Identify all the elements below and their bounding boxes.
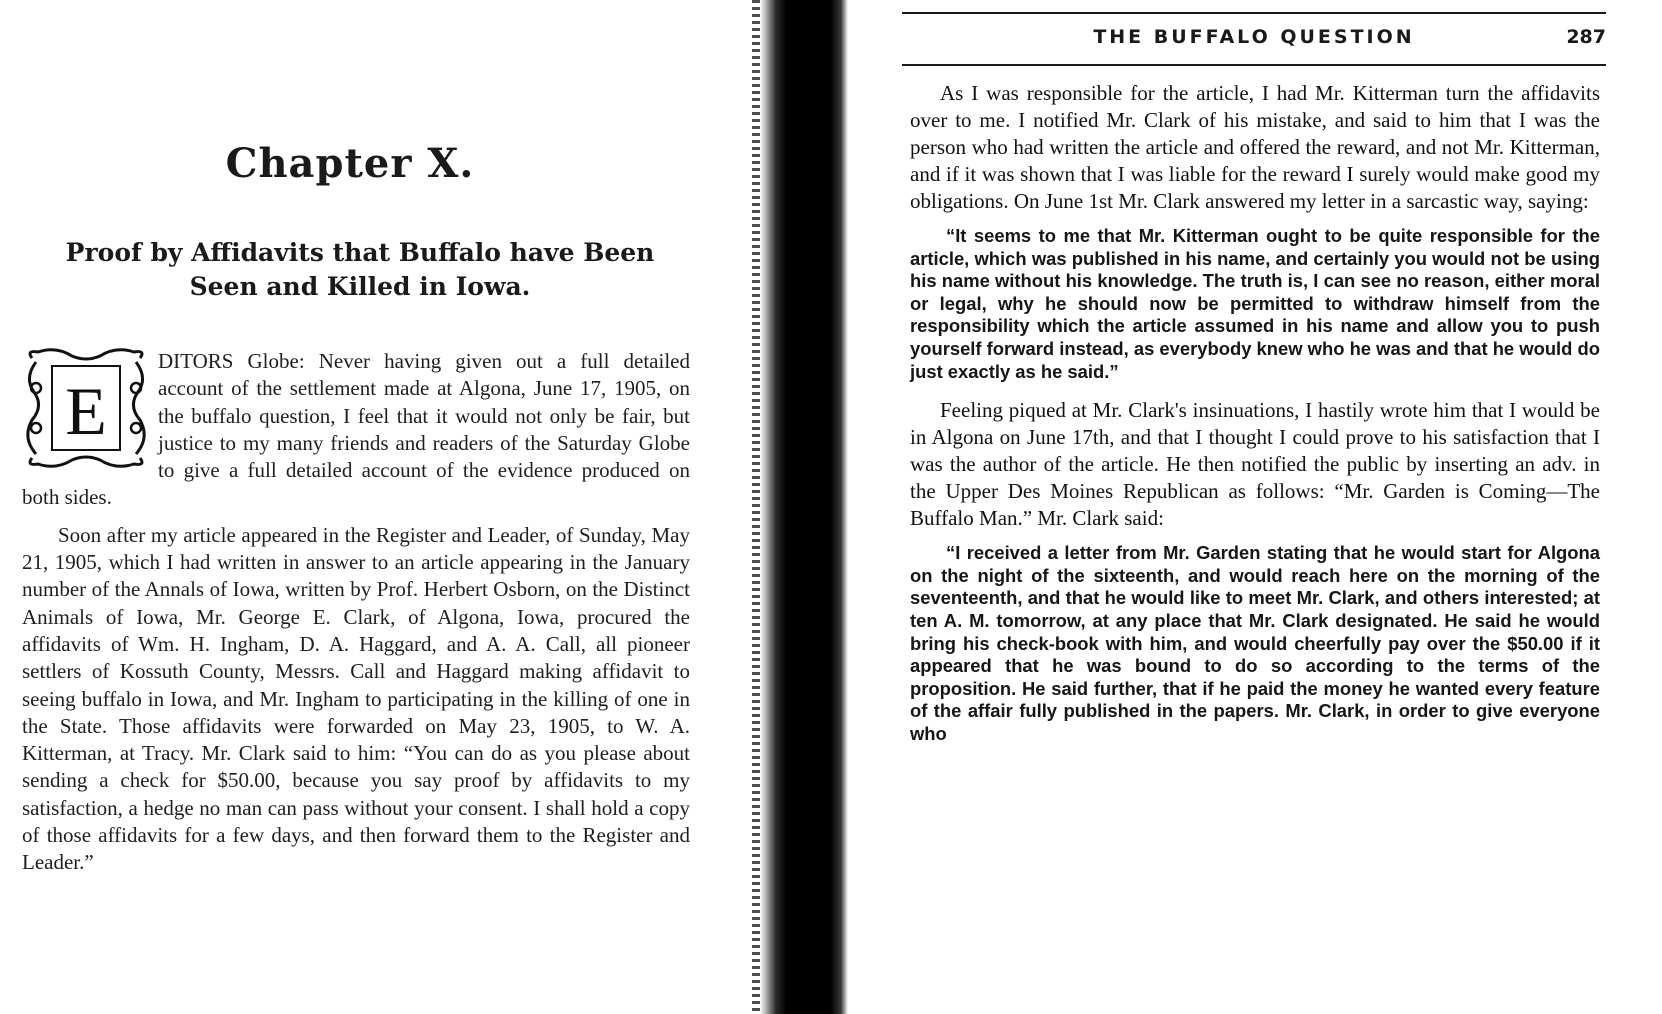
- subtitle-line-2: Seen and Killed in Iowa.: [189, 272, 531, 301]
- right-quote-1: “It seems to me that Mr. Kitterman ought to be quite responsible for the article, which was published in his name, and certainly you would not be using his name without his knowledge. The truth is, I can see no reason, either moral or legal, why he should now be permitted to withdraw himself from the responsibility which the article assumed in his name and allow you to push yourself forward instead, as everybody knew who he was and that he would do just exactly as he said.”: [910, 225, 1600, 382]
- right-body-text: [910, 80, 1600, 760]
- right-paragraph-1: As I was responsible for the article, I had Mr. Kitterman turn the affidavits over to me. I notified Mr. Clark of his mistake, and said to him that I was the person who had written the article and offered the reward, and not Mr. Kitterman, and if it was shown that I was liable for the reward I surely would make good my obligations. On June 1st Mr. Clark answered my letter in a sarcastic way, saying:: [910, 81, 1600, 213]
- right-paragraph-2: Feeling piqued at Mr. Clark's insinuations, I hastily wrote him that I would be in Algona on June 17th, and that I thought I could prove to his satisfaction that I was the author of the article. He then notified the public by inserting an adv. in the Upper Des Moines Republican as follows: “Mr. Garden is Coming—The Buffalo Man.” Mr. Clark said:: [910, 398, 1600, 531]
- right-page: [860, 0, 1662, 1014]
- running-head: [902, 26, 1606, 54]
- right-quote-2: “I received a letter from Mr. Garden stating that he would start for Algona on the night of the sixteenth, and would reach here on the morning of the seventeenth, and that he would like to meet Mr. Clark, and others interested; at ten A. M. tomorrow, at any place that Mr. Clark designated. He said he would bring his check-book with him, and would cheerfully pay over the $50.00 if it appeared that he was bound to do so according to the terms of the proposition. He said further, that if he paid the money he wanted every feature of the affair fully published in the papers. Mr. Clark, in order to give everyone who: [910, 542, 1600, 744]
- chapter-subtitle: [20, 236, 700, 304]
- chapter-title: Chapter X.: [225, 140, 475, 187]
- drop-cap-letter: E: [65, 373, 107, 449]
- subtitle-line-1: Proof by Affidavits that Buffalo have Been: [65, 238, 655, 267]
- ornamental-drop-cap: [22, 348, 150, 468]
- left-paragraph-1: DITORS Globe: Never having given out a full detailed account of the settlement made at Algona, June 17, 1905, on the buffalo question, I feel that it would not only be fair, but justice to my many friends and readers of the Saturday Globe to give a full detailed account of the evidence produced on both sides.: [22, 349, 690, 510]
- page-number: 287: [1566, 26, 1606, 48]
- header-rule-top: [902, 12, 1606, 14]
- left-page: [0, 0, 730, 1014]
- running-head-title: THE BUFFALO QUESTION: [1093, 26, 1415, 48]
- book-gutter-shadow: [760, 0, 848, 1014]
- left-paragraph-2: Soon after my article appeared in the Register and Leader, of Sunday, May 21, 1905, which I had written in answer to an article appearing in the January number of the Annals of Iowa, written by Prof. Herbert Osborn, on the Distinct Animals of Iowa, Mr. George E. Clark, of Algona, Iowa, procured the affidavits of Wm. H. Ingham, D. A. Haggard, and A. A. Call, all pioneer settlers of Kossuth County, Messrs. Call and Haggard making affidavit to seeing buffalo in Iowa, and Mr. Ingham to participating in the killing of one in the State. Those affidavits were forwarded on May 23, 1905, to W. A. Kitterman, at Tracy. Mr. Clark said to him: “You can do as you please about sending a check for $50.00, because you say proof by affidavits to my satisfaction, a hedge no man can pass without your consent. I shall hold a copy of those affidavits for a few days, and then forward them to the Register and Leader.”: [22, 522, 690, 875]
- left-body-text: [22, 348, 690, 887]
- header-rule-bottom: [902, 64, 1606, 66]
